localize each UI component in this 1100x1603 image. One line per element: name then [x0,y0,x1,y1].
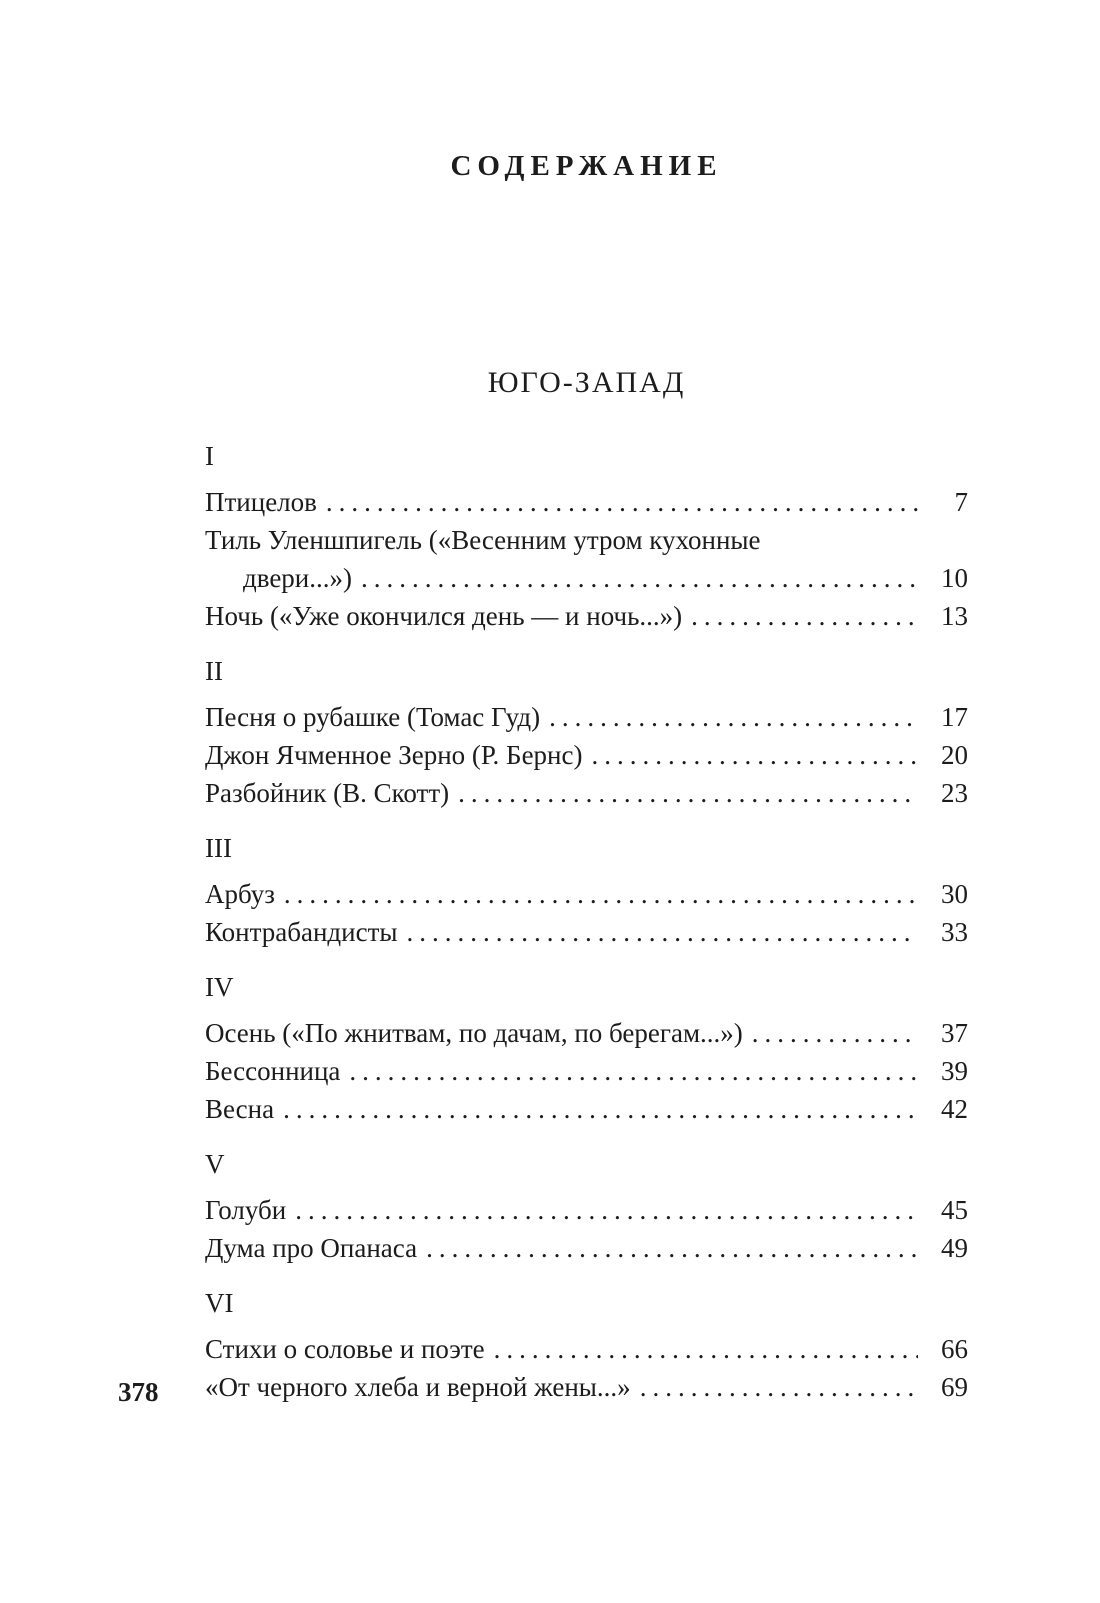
dot-leader [458,774,918,812]
entry-title: Ночь («Уже окончился день — и ночь...») [205,601,683,631]
entry-page-number: 13 [941,601,968,631]
toc-entry-row [205,774,968,812]
toc-section-numeral: IV [205,972,234,1002]
toc-section-numeral: I [205,441,214,471]
entry-title: Бессонница [205,1056,341,1086]
dot-leader [494,1330,918,1368]
toc-section-numeral: V [205,1149,225,1179]
toc-section-numeral: II [205,656,223,686]
entry-page-number: 23 [941,778,968,808]
entry-title: двери...») [243,563,353,593]
toc-entry-row [205,521,968,559]
dot-leader [361,559,918,597]
entry-page-number: 10 [941,563,968,593]
entry-title: Голуби [205,1195,287,1225]
entry-page-number: 42 [941,1094,968,1124]
dot-leader [426,1229,918,1267]
toc-entry-row [205,1330,968,1368]
page-number-folio: 378 [118,1377,159,1407]
dot-leader [284,875,918,913]
entry-page-number: 49 [941,1233,968,1263]
entry-title: Джон Ячменное Зерно (Р. Бернс) [205,740,583,770]
entry-title: Тиль Уленшпигель («Весенним утром кухонные [205,525,761,555]
entry-page-number: 20 [941,740,968,770]
toc-section-numeral: VI [205,1288,234,1318]
dot-leader [407,913,918,951]
dot-leader [326,483,918,521]
toc-entry-row [205,559,968,597]
toc-entry-row [205,1229,968,1267]
toc-entry-row [205,1014,968,1052]
entry-page-number: 69 [941,1372,968,1402]
entry-page-number: 37 [941,1018,968,1048]
entry-title: Разбойник (В. Скотт) [205,778,450,808]
toc-list [205,420,968,1406]
entry-title: Весна [205,1094,275,1124]
toc-entry-row [205,483,968,521]
toc-entry-row [205,597,968,635]
toc-entry-row [205,1191,968,1229]
entry-page-number: 39 [941,1056,968,1086]
toc-entry-row [205,1368,968,1406]
toc-entry-row [205,913,968,951]
entry-title: Стихи о соловье и поэте [205,1334,485,1364]
entry-title: «От черного хлеба и верной жены...» [205,1372,631,1402]
toc-entry-row [205,1090,968,1128]
dot-leader [591,736,918,774]
toc-entry-row [205,875,968,913]
entry-title: Дума про Опанаса [205,1233,418,1263]
dot-leader [549,698,918,736]
page-title: СОДЕРЖАНИЕ [450,150,723,182]
toc-entry-row [205,698,968,736]
section-heading: ЮГО-ЗАПАД [487,366,686,399]
entry-page-number: 66 [941,1334,968,1364]
entry-page-number: 17 [941,702,968,732]
dot-leader [691,597,918,635]
entry-title: Арбуз [205,879,275,909]
entry-page-number: 45 [941,1195,968,1225]
entry-page-number: 30 [941,879,968,909]
dot-leader [640,1368,918,1406]
toc-entry-row [205,1052,968,1090]
dot-leader [295,1191,918,1229]
entry-title: Песня о рубашке (Томас Гуд) [205,702,541,732]
toc-entry-row [205,736,968,774]
entry-title: Контрабандисты [205,917,398,947]
entry-page-number: 33 [941,917,968,947]
entry-title: Птицелов [205,487,317,517]
dot-leader [349,1052,918,1090]
toc-section-numeral: III [205,833,232,863]
dot-leader [752,1014,918,1052]
dot-leader [283,1090,918,1128]
entry-title: Осень («По жнитвам, по дачам, по берегам...») [205,1018,743,1048]
entry-page-number: 7 [954,487,968,517]
